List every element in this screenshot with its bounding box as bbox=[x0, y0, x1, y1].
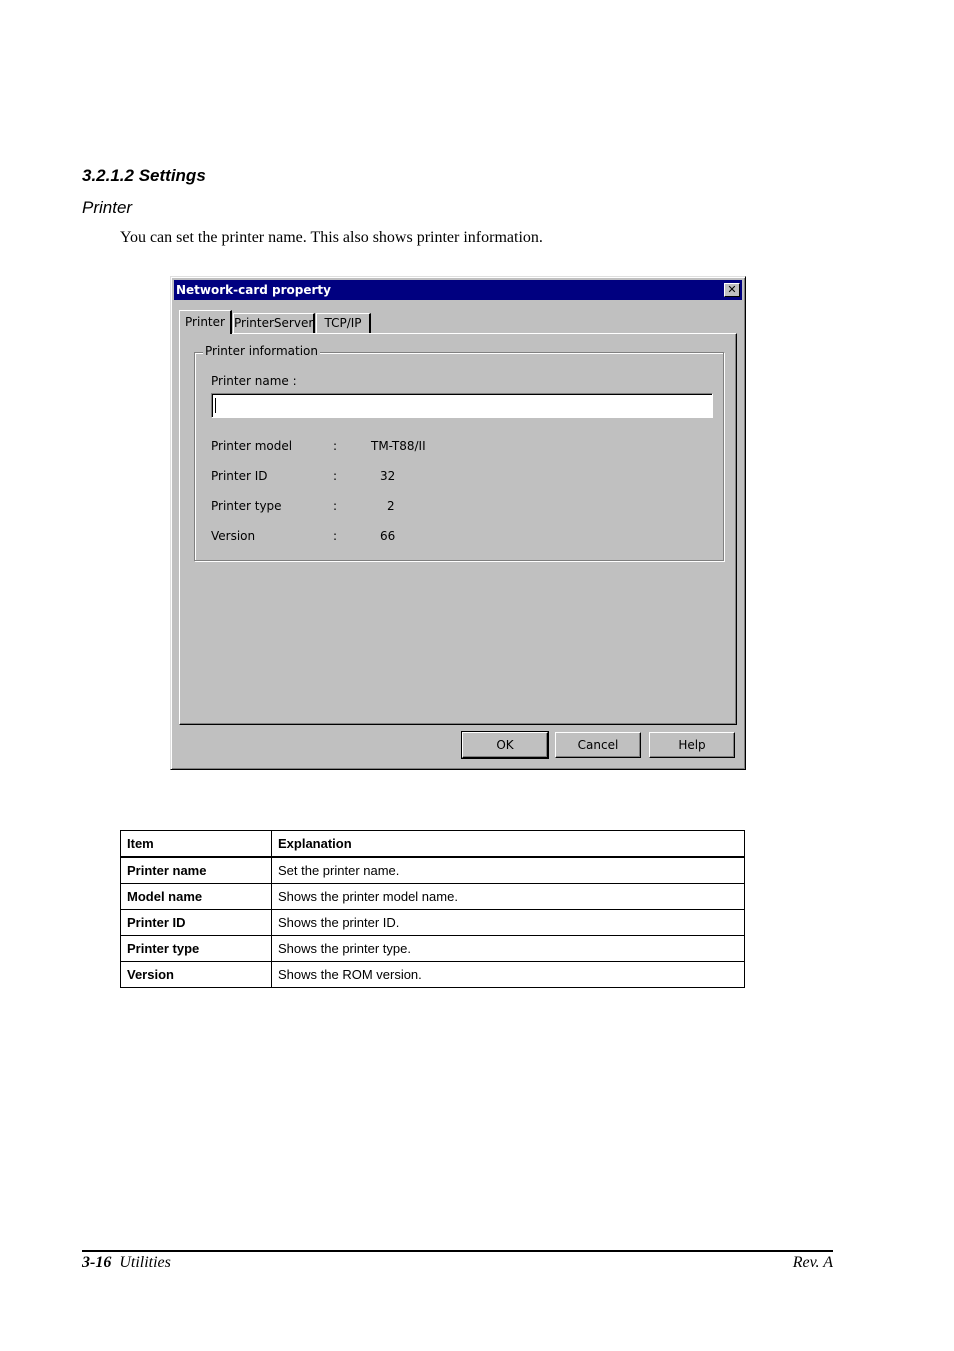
text-caret bbox=[215, 398, 216, 413]
table-row bbox=[121, 936, 745, 962]
printer-model-separator: : bbox=[333, 439, 338, 453]
footer-rule bbox=[82, 1250, 833, 1252]
dialog-title: Network-card property bbox=[176, 283, 331, 297]
table-cell-item: Model name bbox=[121, 884, 272, 910]
table-row bbox=[121, 962, 745, 988]
printer-type-separator: : bbox=[333, 499, 338, 513]
printer-type-value: 2 bbox=[387, 499, 395, 513]
subheading: Printer bbox=[82, 198, 133, 217]
column-header-explanation: Explanation bbox=[272, 831, 745, 858]
printer-id-label: Printer ID bbox=[211, 469, 268, 483]
cancel-button[interactable]: Cancel bbox=[555, 732, 641, 758]
version-separator: : bbox=[333, 529, 338, 543]
page-number: 3-16 bbox=[82, 1254, 112, 1271]
tab-tcpip[interactable]: TCP/IP bbox=[316, 313, 371, 333]
dialog-titlebar bbox=[174, 280, 742, 300]
table-cell-explanation: Shows the printer type. bbox=[272, 936, 745, 962]
column-header-item: Item bbox=[121, 831, 272, 858]
tab-printer[interactable]: Printer bbox=[179, 310, 232, 334]
table-row bbox=[121, 884, 745, 910]
table-row bbox=[121, 910, 745, 936]
version-label: Version bbox=[211, 529, 256, 543]
revision-label: Rev. A bbox=[792, 1254, 833, 1271]
table-cell-explanation: Set the printer name. bbox=[272, 857, 745, 884]
ok-button[interactable]: OK bbox=[462, 732, 548, 758]
group-title: Printer information bbox=[205, 344, 318, 358]
chapter-name: Utilities bbox=[119, 1254, 171, 1271]
footer-left bbox=[82, 1254, 171, 1272]
table-cell-item: Printer name bbox=[121, 857, 272, 884]
version-value: 66 bbox=[380, 529, 396, 543]
printer-information-group bbox=[194, 344, 724, 561]
close-icon[interactable]: ✕ bbox=[724, 283, 740, 297]
printer-type-label: Printer type bbox=[211, 499, 282, 513]
printer-name-input[interactable] bbox=[211, 393, 713, 418]
table-cell-explanation: Shows the ROM version. bbox=[272, 962, 745, 988]
table-cell-explanation: Shows the printer ID. bbox=[272, 910, 745, 936]
table-cell-item: Printer type bbox=[121, 936, 272, 962]
printer-id-value: 32 bbox=[380, 469, 396, 483]
table-row bbox=[121, 857, 745, 884]
printer-id-separator: : bbox=[333, 469, 338, 483]
section-heading: 3.2.1.2 Settings bbox=[82, 166, 206, 185]
tab-panel-printer bbox=[179, 333, 737, 725]
explanation-table bbox=[120, 830, 745, 988]
network-card-property-dialog bbox=[170, 276, 746, 770]
intro-text: You can set the printer name. This also shows printer information. bbox=[120, 229, 543, 246]
table-cell-item: Version bbox=[121, 962, 272, 988]
table-cell-explanation: Shows the printer model name. bbox=[272, 884, 745, 910]
printer-model-label: Printer model bbox=[211, 439, 293, 453]
tab-printerserver[interactable]: PrinterServer bbox=[233, 313, 315, 333]
printer-model-value: TM-T88/II bbox=[371, 439, 426, 453]
help-button[interactable]: Help bbox=[649, 732, 735, 758]
table-cell-item: Printer ID bbox=[121, 910, 272, 936]
table-header-row bbox=[121, 831, 745, 858]
printer-name-label: Printer name : bbox=[211, 374, 297, 388]
